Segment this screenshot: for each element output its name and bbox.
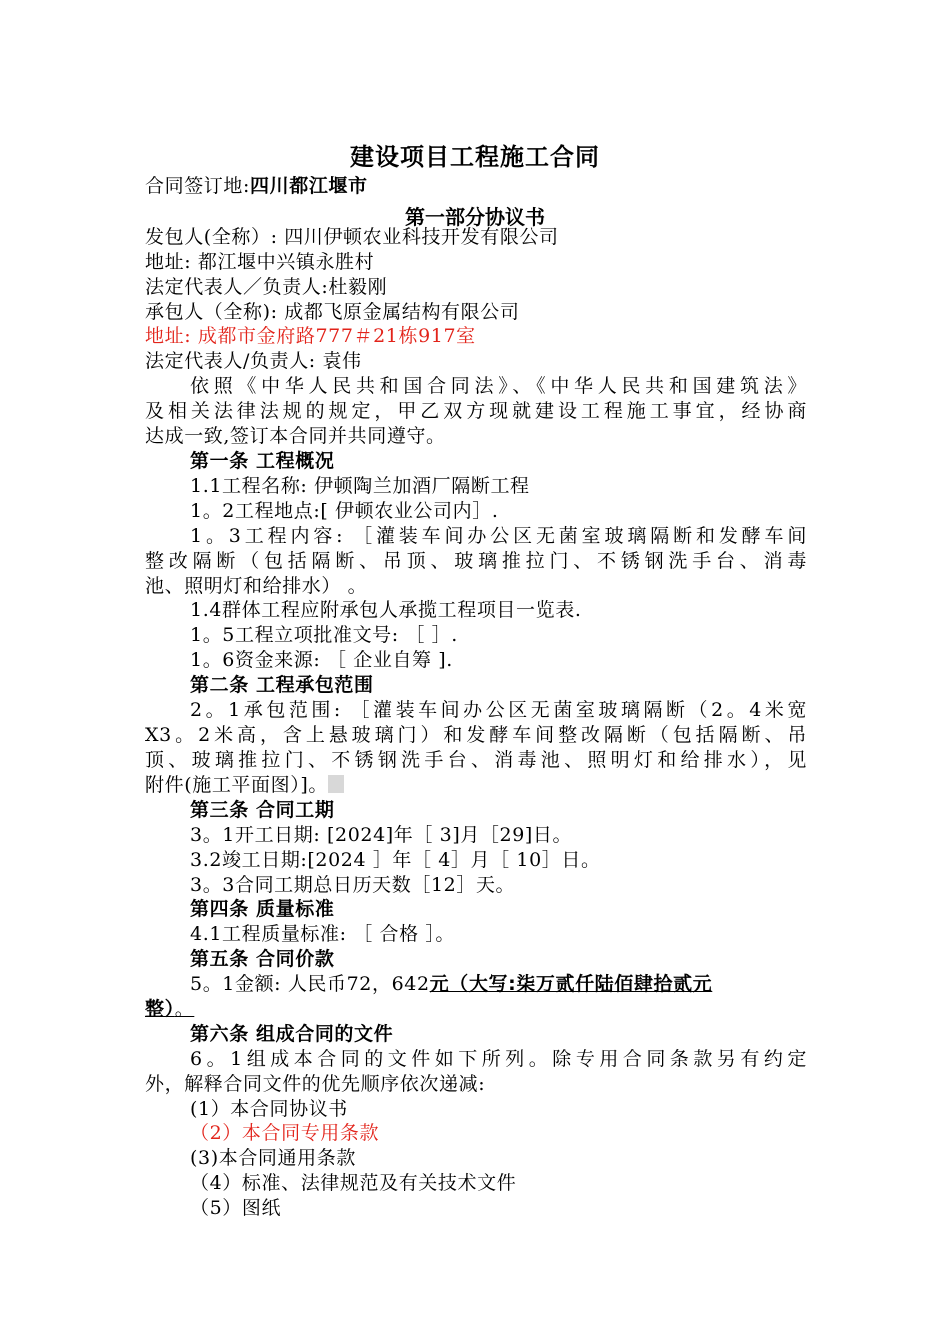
article-2-1-line-1: 2。1承包范围: ［灌装车间办公区无菌室玻璃隔断（2。4米宽	[190, 699, 807, 721]
article-5-1-line-1	[190, 972, 807, 996]
sign-place-line	[145, 174, 807, 198]
article-1-4: 1.4群体工程应附承包人承揽工程项目一览表.	[190, 599, 582, 621]
article-2-1-line-4	[145, 773, 807, 797]
doc-item-4: （4）标准、法律规范及有关技术文件	[190, 1172, 517, 1194]
article-3-title: 第三条 合同工期	[190, 799, 335, 821]
contractor-line: 承包人（全称): 成都飞原金属结构有限公司	[145, 301, 520, 323]
article-6-1-line-1: 6。1组成本合同的文件如下所列。除专用合同条款另有约定	[190, 1048, 807, 1070]
doc-item-1: (1）本合同协议书	[190, 1098, 348, 1120]
article-5-1-amount-words: 元（大写:柒万贰仟陆佰肆拾贰元	[429, 973, 713, 995]
contractor-rep-line: 法定代表人/负责人: 袁伟	[145, 350, 362, 372]
article-4-1: 4.1工程质量标准: ［ 合格 ］。	[190, 923, 456, 945]
doc-item-3: (3)本合同通用条款	[190, 1147, 356, 1169]
employer-address-line: 地址: 都江堰中兴镇永胜村	[145, 251, 375, 273]
article-1-3-line-2: 整改隔断（包括隔断、吊顶、玻璃推拉门、不锈钢洗手台、消毒	[145, 550, 807, 572]
article-3-2: 3.2竣工日期:[2024 ］年［ 4］月［ 10］日。	[190, 849, 601, 871]
article-5-1-period: 。	[174, 998, 195, 1020]
article-1-3-line-1: 1。3工程内容: ［灌装车间办公区无菌室玻璃隔断和发酵车间	[190, 525, 807, 547]
article-1-5: 1。5工程立项批准文号: ［ ］.	[190, 624, 458, 646]
article-5-title: 第五条 合同价款	[190, 948, 335, 970]
article-6-title: 第六条 组成合同的文件	[190, 1023, 394, 1045]
article-5-1-amount: 5。1金额: 人民币72，642	[190, 973, 430, 995]
preamble-line-2: 及相关法律法规的规定，甲乙双方现就建设工程施工事宜，经协商	[145, 400, 807, 422]
article-6-1-line-2: 外，解释合同文件的优先顺序依次递减:	[145, 1073, 486, 1095]
article-3-1: 3。1开工日期: [2024]年［ 3]月［29]日。	[190, 824, 573, 846]
doc-item-2: （2）本合同专用条款	[190, 1122, 380, 1144]
article-5-1-line-2	[145, 997, 807, 1021]
article-2-1-line-3: 顶、玻璃推拉门、不锈钢洗手台、消毒池、照明灯和给排水），见	[145, 749, 807, 771]
doc-item-5: （5）图纸	[190, 1197, 282, 1219]
preamble-line-1: 依照《中华人民共和国合同法》、《中华人民共和国建筑法》	[190, 375, 807, 397]
article-2-1-line-2: X3。2米高，含上悬玻璃门）和发酵车间整改隔断（包括隔断、吊	[145, 724, 807, 746]
article-1-title: 第一条 工程概况	[190, 450, 335, 472]
article-3-3: 3。3合同工期总日历天数［12］天。	[190, 874, 516, 896]
highlight-mark	[328, 775, 344, 793]
contractor-address-line: 地址: 成都市金府路777＃21栋917室	[145, 325, 476, 347]
preamble-line-3: 达成一致,签订本合同并共同遵守。	[145, 425, 446, 447]
article-1-6: 1。6资金来源: ［ 企业自筹 ].	[190, 649, 453, 671]
employer-rep-line: 法定代表人／负责人:杜毅刚	[145, 276, 388, 298]
article-1-2: 1。2工程地点:[ 伊顿农业公司内］.	[190, 500, 499, 522]
article-1-3-line-3: 池、照明灯和给排水） 。	[145, 575, 368, 597]
article-1-1: 1.1工程名称: 伊顿陶兰加酒厂隔断工程	[190, 475, 530, 497]
article-2-title: 第二条 工程承包范围	[190, 674, 374, 696]
article-5-1-amount-words-end: 整）	[145, 998, 175, 1020]
article-2-1-line-4-text: 附件(施工平面图）]。	[145, 774, 328, 796]
employer-line: 发包人(全称）: 四川伊顿农业科技开发有限公司	[145, 226, 559, 248]
sign-place-value: 四川都江堰市	[250, 175, 368, 197]
sign-place-label: 合同签订地:	[145, 175, 251, 197]
part-title: 第一部分协议书	[405, 205, 545, 229]
document-title: 建设项目工程施工合同	[350, 143, 600, 171]
article-4-title: 第四条 质量标准	[190, 898, 335, 920]
